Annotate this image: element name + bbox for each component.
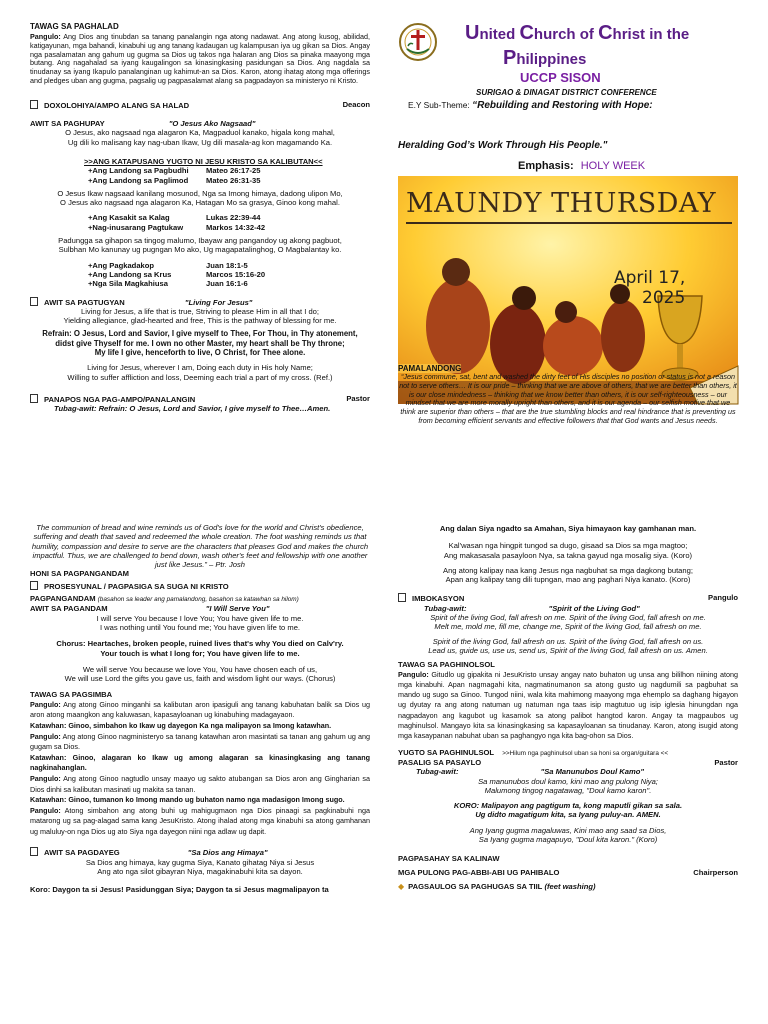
lyrics [30,858,370,877]
song-title: "I Will Serve You" [205,604,270,614]
litany-line [30,774,370,795]
lyrics [30,236,370,255]
lyric-line: Spirit of the living God, fall afresh on me. Spirit of the living God, fall afresh on me. [430,613,706,623]
lyric-line: Ang atong kalipay naa kang Jesus nga nagbuhat sa mga dagkong butang; [443,565,693,575]
heading-text: PAGPANGANDAM [30,594,96,604]
emphasis-label: Emphasis: [518,160,574,172]
lyrics [398,566,738,585]
song-heading [30,119,370,128]
section-heading: PASALIG SA PASAYLO [398,757,482,767]
lyric-line: Sulbhan Mo kanunay ug pugngan Mo ako, Ug magapatalinghog, O Magbalantay ko. [58,245,342,255]
reading-ref: Markos 14:32-42 [206,222,266,232]
section-heading: TAWAG SA PAGHALAD [30,22,119,31]
lyric-line: Chorus: Heartaches, broken people, ruined lives that's why You died on Calv'ry. [56,639,344,649]
reading-title: +Nga Sila Magkahiusa [88,279,168,289]
note-text: >>Hilum nga paghinulsol uban sa honi sa organ/guitara << [502,749,669,757]
song-title: "Sa Manunubos Doul Kamo" [540,767,644,777]
lyric-line: O Jesus, ako nagsaad nga alagaron Ka, Magpaduol kanako, higala kong mahal, [65,128,335,138]
section-heading: TAWAG SA PAGHINOLSOL [398,660,495,670]
song-heading [30,847,370,857]
litany-text: Atong simbahon ang atong buhi ug mahigugmaon nga Dios pinaagi sa pagkinabuhi nga matarong ug sa pag-alagad sama kang JesuKristo. Atong ihalad atong mga kinabuhi sa atong gamhanan ug maluluy-on nga Dios ug ato Siya nga dayegon niini nga adlaw ug dapit. [30,805,370,836]
theme-line [408,100,653,111]
speaker-label: Katawhan: [30,752,67,762]
song-heading [30,297,370,307]
heading-text: AWIT SA PAGHUPAY [30,119,105,129]
lyrics [398,541,738,560]
reflection-label: PAMALANDONG [398,364,462,373]
lyric-line: Apan ang kalipay tang dili tupngan, mao ang paghari Niya kanato. (Koro) [445,575,691,585]
lyric-line: I will serve You because I love You; You have given life to me. [96,613,304,623]
song-title: "Living For Jesus" [184,297,253,307]
checkbox-bullet-icon [30,847,38,856]
paragraph [30,33,370,86]
litany-line [30,795,370,806]
heading-text: AWIT SA PAGDAYEG [44,848,120,858]
heading-text: AWIT SA PAGANDAM [30,604,108,614]
section-heading [30,594,370,604]
church-logo [398,22,438,62]
officiant-label: Pastor [714,757,738,767]
speaker-label: Pangulo: [398,669,429,679]
note-text: (basahon sa leader ang pamalandong, basahon sa katawhan sa hilom) [97,596,299,604]
section-row [30,394,370,404]
bottom-right-column [398,524,738,891]
note-text: (feet washing) [544,881,596,891]
reflection-text: “Jesus commune, sat, bent and washed the dirty feet of His disciples no position or status is not a reason not to serve others… It is our pride – thinking that we are above of others, that we are better than others, it is our close mindedness – thinking that we know better than others, it is our self-righteousness – our mindset that we are more morally upright than others, and it is our agenda – our selfish motive that we think are superior than others – that are the true stumbling blocks and real hindrance that is preventing us from becoming efficient servants and effective followers that that God wants and Jesus needs. [399,372,737,425]
reading-title: +Ang Kasakit sa Kalag [88,213,170,223]
name-text: nited [479,26,520,43]
banner-year [642,288,685,296]
chorus [398,801,738,820]
lyric-line: Sa manunubos doul kamo, kini mao ang pulong Niya; [478,776,658,786]
reading-ref: Mateo 26:31-35 [206,175,261,185]
response-heading [398,767,738,776]
banner-date: April 17, [614,268,686,288]
checkbox-bullet-icon [30,297,38,306]
reading-ref: Mateo 26:17-25 [206,166,261,176]
theme-label: E.Y Sub-Theme: [408,100,470,110]
initial-letter: U [465,22,480,44]
reading-item [88,223,370,232]
paragraph [398,670,738,742]
lyric-line: Refrain: O Jesus, Lord and Savior, I give myself to Thee, For Thou, in Thy atonement, [42,329,358,339]
church-branch: UCCP SISON [520,70,601,85]
lyric-line: Ang dalan Siya ngadto sa Amahan, Siya himayaon kay gamhanan man. [439,524,697,533]
lyric-line: O Jesus ako nagsaad nga alagaron Ka, Hatagan Mo sa grasya, Ginoo kong mahal. [60,198,340,208]
lyric-line: Melt me, mold me, fill me, change me, Spirit of the living God, fall afresh on me. [434,622,702,632]
name-text: hrist in the [612,26,690,43]
speaker-label: Pangulo: [30,699,61,709]
speaker-label: Pangulo: [30,731,61,741]
reading-ref: Juan 16:1-6 [206,279,248,289]
lyric-line: Willing to suffer affliction and loss, Deeming each trial a part of my cross. (Ref.) [67,372,333,382]
lyric-line: Sa Iyang gugma magapuyo, "Doul kita karon." (Koro) [478,835,658,845]
lyrics [398,826,738,845]
lyric-line: Living for Jesus, wherever I am, Doing each duty in His holy Name; [87,363,313,373]
litany-text: Ginoo, tumanon ko Imong mando ug buhaton namo nga madasigon Imong sugo. [68,795,345,805]
reading-item [88,176,370,185]
officiant-label: Pastor [346,393,370,403]
litany-line [30,806,370,838]
speaker-label: Katawhan: [30,720,67,730]
lyric-line: Padungga sa gihapon sa tingog malumo, Ibayaw ang pangandoy ug akong pagbuot, [58,236,342,246]
lyric-line: Ug dili ko malisang kay nag-uban Ikaw, Ug dili masala-ag kon magamando Ka. [67,137,333,147]
diamond-bullet-icon: ◆ [398,881,405,891]
speaker-label: Pangulo: [30,32,61,41]
lyric-line: Spirit of the living God, fall afresh on us. Spirit of the living God, fall afresh on us. [432,636,704,646]
section-heading [398,882,738,891]
theme-text: “Rebuilding and Restoring with Hope: [472,100,653,111]
officiant-label: Pangulo [708,593,738,603]
section-heading [30,394,195,404]
section-heading: >>ANG KATAPUSANG YUGTO NI JESU KRISTO SA KALIBUTAN<< [84,156,323,166]
response-heading [398,604,738,613]
lyrics [30,614,370,633]
banner-title: MAUNDY THURSDAY [406,188,717,219]
heading-text: IMBOKASYON [412,594,465,604]
song-title: "Spirit of the Living God" [548,603,640,613]
bottom-left-column [30,523,370,895]
banner-rule [406,222,732,224]
speaker-label: Katawhan: [30,795,67,805]
section-heading: HONI SA PAGPANGANDAM [30,569,129,579]
reading-title: +Ang Landong sa Paglimod [88,175,189,185]
lyric-line: Kal'wasan nga hingpit tungod sa dugo, gisaad sa Dios sa mga magtoo; [448,541,688,551]
theme-continuation: Heralding God’s Work Through His People." [398,140,608,151]
paragraph-text: Ang Dios ang tinubdan sa tanang panalangin nga atong nadawat. Ang atong kusog, abilidad, katigayunan, mga bahandi, kinabuhi ug ang tanang kadaugan ug kalampusan iya ug gikan sa Dios. Angay nga pasalamatan ang gahum ug gugma sa Dios ug takos nga halaran ang Dios sa pinaka maayong mga butang. Ang nagahalad sa iyang kaugalingon sa kinasingkasing pasidungan sa Dios. Ang nagdala sa tinudanay sa iyang Ikapulo panalanginan ug kahimut-an sa Dios. Karon, atong ihatag atong mga offerings and pledges uban ang gugma, pagsalig ug pagpasalamat alang sa pagpadayon sa ministeryo ni Kristo. [30,32,370,85]
reading-list [30,261,370,289]
lyric-line: O Jesus Ikaw nagsaad kanilang mosunod, Nga sa Imong himaya, dadong ulipon Mo, [57,188,343,198]
initial-letter: P [503,47,517,69]
reading-item [88,261,370,270]
checkbox-bullet-icon [398,593,406,602]
checkbox-bullet-icon [30,581,38,590]
section-heading [30,581,370,591]
lyric-line: We will use Lord the gifts you gave us, faith and wisdom light our ways. (Chorus) [64,674,336,684]
reading-ref: Marcos 15:16-20 [206,269,266,279]
theme-text: Heralding God’s Work Through His People. [398,140,603,151]
checkbox-bullet-icon [30,394,38,403]
heading-text: PAGSAULOG SA PAGHUGAS SA TIIL [408,881,543,891]
heading-text: DOXOLOHIYA/AMPO ALANG SA HALAD [44,100,190,110]
lyrics [398,637,738,656]
reading-list [30,166,370,185]
reading-title: +Ang Pagkadakop [88,260,155,270]
lyric-line: Living for Jesus, a life that is true, Striving to please Him in all that I do; [80,306,320,316]
lyric-line: Lead us, guide us, use us, send us, Spirit of the living God, fall afresh on us. Amen. [428,645,708,655]
section-row [398,593,738,603]
lyrics [30,128,370,147]
reading-item [88,279,370,288]
church-seal-icon [398,22,438,62]
lyric-line: We will serve You because we love You, You have chosen each of us, [82,664,318,674]
litany-text: Ang atong Ginoo nagtudlo unsay maayo ug sakto atubangan sa Dios aron ang Gingharian sa Dios dinhi sa kalibutan masinati ug makita sa tanan. [30,773,370,794]
top-left-column [30,22,370,414]
litany-line [30,753,370,774]
lyric-line: My life I give, henceforth to live, O Christ, for Thee alone. [94,348,306,358]
heading-text: AWIT SA PAGTUGYAN [44,297,125,307]
lyric-line: Sa Dios ang himaya, kay gugma Siya, Kanato gihatag Niya si Jesus [85,857,315,867]
section-row [398,758,738,767]
name-text: hilippines [516,51,587,68]
checkbox-bullet-icon [30,100,38,109]
section-heading [398,748,738,758]
song-title: "O Jesus Ako Nagsaad" [168,119,256,129]
reading-ref: Lukas 22:39-44 [206,213,261,223]
paragraph-text: Gitudlo ug gipakita ni JesuKristo unsay angay nato buhaton ug unsa ang bililhon niining atong mga kinabuhi. Apan nagmagahi kita, nagmatinumanon sa atong gusto ug nagdumili sa pagbuhat sa mando ug sugo sa Ginoo. Tungod niini, wala kita mahimong maayong mga ehemplo sa daghang higayon ug dyutay ra ang atong natuman ug natuman nga taas isip magtutuo ug isip iglesia hinungdan nga nagpadayon ang kagubot ug kasamok sa atong palibot hangtod karon. Angay ta magpaubos ug maghinulsol. Mangayo kita sa kinasingkasing sa kapasayloanan sa tinudanay. Karon, atong isugid atong mga kasaypanan nabuhat uban sa paghangyo nga kita bag-ohon sa Dios. [398,669,738,741]
heading-text: PROSESYUNAL / PAGPASIGA SA SUGA NI KRISTO [44,581,229,591]
section-heading [30,100,189,110]
lyrics [30,189,370,208]
reading-item [88,166,370,175]
reading-item [88,270,370,279]
litany-text: Ginoo, simbahon ko Ikaw ug dayegon Ka nga malipayon sa Imong katawhan. [68,720,332,730]
lyric-line: didst give Thyself for me. I own no other Master, my heart shall be Thy throne; [55,338,345,348]
response-label: Tubag-awit: [424,603,467,613]
chorus-line: Koro: Daygon ta si Jesus! Pasidunggan Siya; Daygon ta si Jesus magmalipayon ta [30,885,329,895]
reading-ref: Juan 18:1-5 [206,260,248,270]
initial-letter: C [598,22,613,44]
emphasis-line [518,160,645,172]
speaker-label: Pangulo: [30,805,61,815]
lyric-line: Malumong tingog nagatawag, "Doul kamo karon". [484,785,652,795]
lyric-line: Your touch is what I long for; You have given life to me. [100,648,300,658]
litany-line [30,721,370,732]
quote-text: The communion of bread and wine reminds us of God's love for the world and Christ's obedience, suffering and death that saved and redeemed the whole creation. The foot washing reminds us that humility, compassion and desire to serve are the characters that pleases God and makes the church impactful. Thus, we are challenged to bend down, wash other's feet and fellowship with one another just like Jesus.” – Ptr. Josh [31,523,369,570]
lyric-line: Ug didto magatigum kita, sa Iyang puluy-an. AMEN. [475,810,661,820]
litany-text: Ang atong Ginoo nagministeryo sa tanang katawhan aron masintati sa tanan ang gahum ug ang gugam sa Dios. [30,731,370,752]
heading-text: PANAPOS NGA PAG-AMPO/PANALANGIN [44,394,196,404]
litany-text: Ang atong Ginoo minganhi sa kalibutan aron ipasiguli ang tanang kabuhatan balik sa Dios ug aron atong maangkon ang kaluwasan, kapasayloanan ug kinabuhing madagayaon. [30,699,370,720]
section-heading: PAGPASAHAY SA KALINAW [398,854,500,864]
refrain [30,329,370,357]
initial-letter: C [519,22,534,44]
litany-line [30,732,370,753]
lyrics [398,777,738,796]
section-heading [398,593,464,603]
lyrics [30,307,370,326]
reading-title: +Ang Landong sa Pagbudhi [88,166,189,176]
lyric-line: Ang Iyang gugma magaluwas, Kini mao ang saad sa Dios, [469,825,667,835]
lyric-line: Yielding allegiance, glad-hearted and free, This is the pathway of blessing for me. [63,316,337,326]
litany-line [30,700,370,721]
lyric-line: I was nothing until You found me; You have given life to me. [99,622,301,632]
litany [30,700,370,838]
litany-text: Ginoo, alagaran ko Ikaw ug among alagaran sa kinasingkasing ang tanang nagkinahanglan. [30,752,370,773]
lyric-line: Ang ato nga silot gibayran Niya, magakinabuhi kita sa dayon. [97,867,303,877]
response-label: Tubag-awit: [416,767,459,777]
response-line: Tubag-awit: Refrain: O Jesus, Lord and Savior, I give myself to Thee…Amen. [54,404,331,414]
reading-title: +Ang Landong sa Krus [88,269,172,279]
church-name [465,24,755,44]
speaker-label: Pangulo: [30,773,61,783]
lyrics [30,665,370,684]
reading-title: +Nag-inusarang Pagtukaw [88,222,184,232]
song-title: "Sa Dios ang Himaya" [187,848,268,858]
church-name-line2 [503,48,586,70]
heading-text: YUGTO SA PAGHINULSOL [398,747,495,757]
officiant-label: Deacon [342,99,370,109]
section-row [398,868,738,877]
section-row [30,100,370,110]
reading-list [30,213,370,232]
song-heading [30,604,370,613]
lyrics [30,363,370,382]
lyrics [398,613,738,632]
officiant-label: Chairperson [693,867,738,877]
emphasis-value: HOLY WEEK [580,160,646,172]
section-heading: TAWAG SA PAGSIMBA [30,690,113,700]
lyric-line: Ang makasasala pasayloon Nya, sa takna gayud nga mosalig siya. (Koro) [443,550,693,560]
reading-item [88,213,370,222]
section-heading: MGA PULONG PAG-ABBI-ABI UG PAHIBALO [398,867,560,877]
chorus [30,639,370,658]
lyric-line: KORO: Malipayon ang pagtigum ta, kong maputli gikan sa sala. [453,801,683,811]
name-text: hurch of [533,26,599,43]
conference-name: SURIGAO & DINAGAT DISTRICT CONFERENCE [476,88,657,97]
